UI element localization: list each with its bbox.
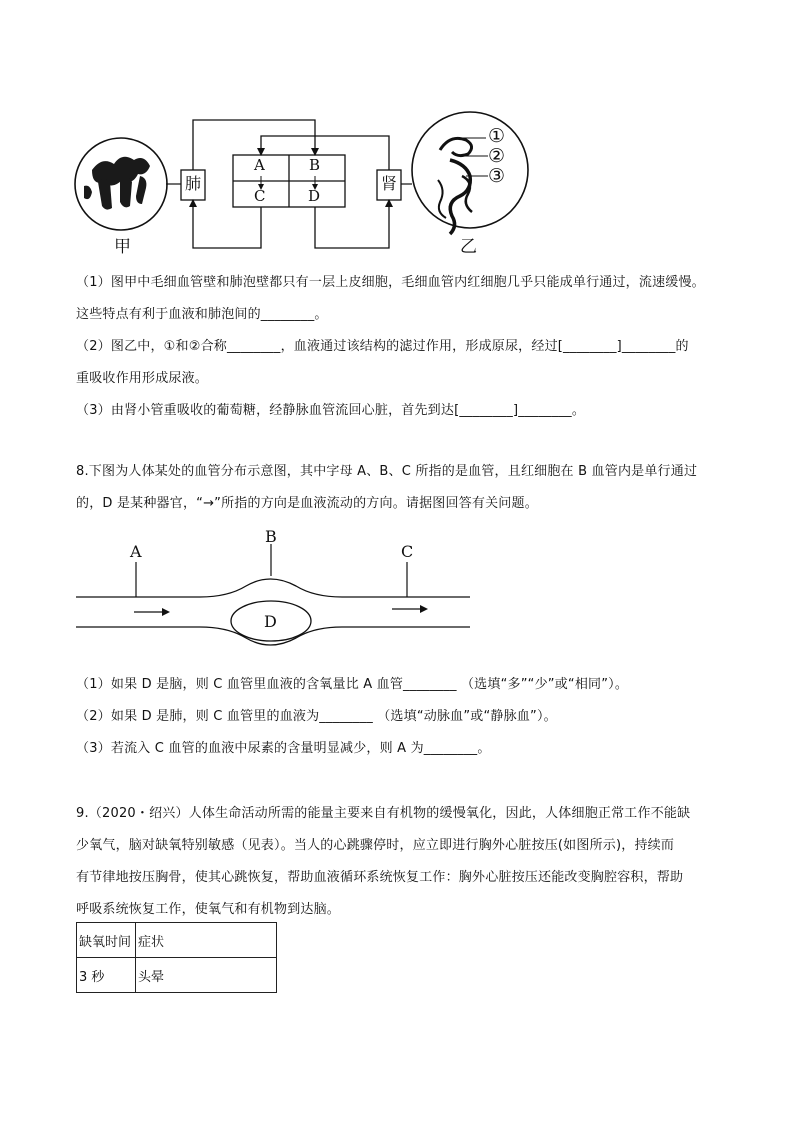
lung-label: 肺 bbox=[184, 174, 201, 193]
q9-line4: 呼吸系统恢复工作，使氧气和有机物到达脑。 bbox=[76, 902, 341, 917]
marker-2: ② bbox=[488, 145, 506, 167]
table-row bbox=[77, 958, 277, 993]
table-cell: 3 秒 bbox=[77, 958, 136, 993]
q8-part2: （2）如果 D 是肺，则 C 血管里的血液为________ （选填“动脉血”或“静脉血”）。 bbox=[76, 709, 557, 724]
caption-jia: 甲 bbox=[114, 237, 131, 257]
q9-line1: 9.（2020・绍兴）人体生命活动所需的能量主要来自有机物的缓慢氧化，因此，人体细胞正常工作不能缺 bbox=[76, 806, 691, 821]
q8-intro-line1: 8.下图为人体某处的血管分布示意图，其中字母 A、B、C 所指的是血管，且红细胞在 B 血管内是单行通过 bbox=[76, 464, 698, 479]
caption-yi: 乙 bbox=[460, 237, 477, 257]
heart-chamber-c: C bbox=[254, 187, 266, 205]
q8-part3: （3）若流入 C 血管的血液中尿素的含量明显减少，则 A 为________。 bbox=[76, 741, 491, 756]
vessel-a-label: A bbox=[130, 542, 142, 561]
q7-part3-line1: （3）由肾小管重吸收的葡萄糖，经静脉血管流回心脏，首先到达[________]________。 bbox=[76, 403, 586, 418]
kidney-label: 肾 bbox=[380, 174, 397, 193]
table-cell: 头晕 bbox=[136, 958, 277, 993]
organ-d-label: D bbox=[264, 612, 277, 631]
q7-part2-line1: （2）图乙中，①和②合称________，血液通过该结构的滤过作用，形成原尿，经过[________]________的 bbox=[76, 339, 689, 354]
circulation-diagram bbox=[0, 0, 794, 270]
hypoxia-symptom-table bbox=[76, 922, 277, 993]
q9-line3: 有节律地按压胸骨，使其心跳恢复，帮助血液循环系统恢复工作：胸外心脏按压还能改变胸腔容积，帮助 bbox=[76, 870, 684, 885]
q7-part1-line1: （1）图甲中毛细血管壁和肺泡壁都只有一层上皮细胞，毛细血管内红细胞几乎只能成单行通过，流速缓慢。 bbox=[76, 275, 705, 290]
q9-line2: 少氧气，脑对缺氧特别敏感（见表）。当人的心跳骤停时，应立即进行胸外心脏按压(如图所示)，持续而 bbox=[76, 838, 675, 853]
table-header-cell: 缺氧时间 bbox=[77, 923, 136, 958]
vessel-c-label: C bbox=[401, 542, 414, 561]
table-header-row bbox=[77, 923, 277, 958]
q8-part1: （1）如果 D 是脑，则 C 血管里血液的含氧量比 A 血管________ （选填“多”“少”或“相同”）。 bbox=[76, 677, 629, 692]
marker-3: ③ bbox=[488, 165, 506, 187]
heart-chambers bbox=[233, 155, 345, 207]
vessel-b-label: B bbox=[265, 527, 277, 546]
table-header-cell: 症状 bbox=[136, 923, 277, 958]
alveoli-illustration bbox=[75, 138, 167, 230]
nephron-illustration bbox=[412, 112, 528, 234]
q7-part2-line2: 重吸收作用形成尿液。 bbox=[76, 371, 209, 386]
blood-vessel-diagram bbox=[0, 530, 794, 650]
q7-part1-line2: 这些特点有利于血液和肺泡间的________。 bbox=[76, 307, 328, 322]
marker-1: ① bbox=[488, 125, 506, 147]
heart-chamber-a: A bbox=[254, 156, 265, 174]
heart-chamber-b: B bbox=[309, 156, 321, 174]
heart-chamber-d: D bbox=[308, 187, 321, 205]
q8-intro-line2: 的，D 是某种器官，“→”所指的方向是血液流动的方向。请据图回答有关问题。 bbox=[76, 496, 538, 511]
